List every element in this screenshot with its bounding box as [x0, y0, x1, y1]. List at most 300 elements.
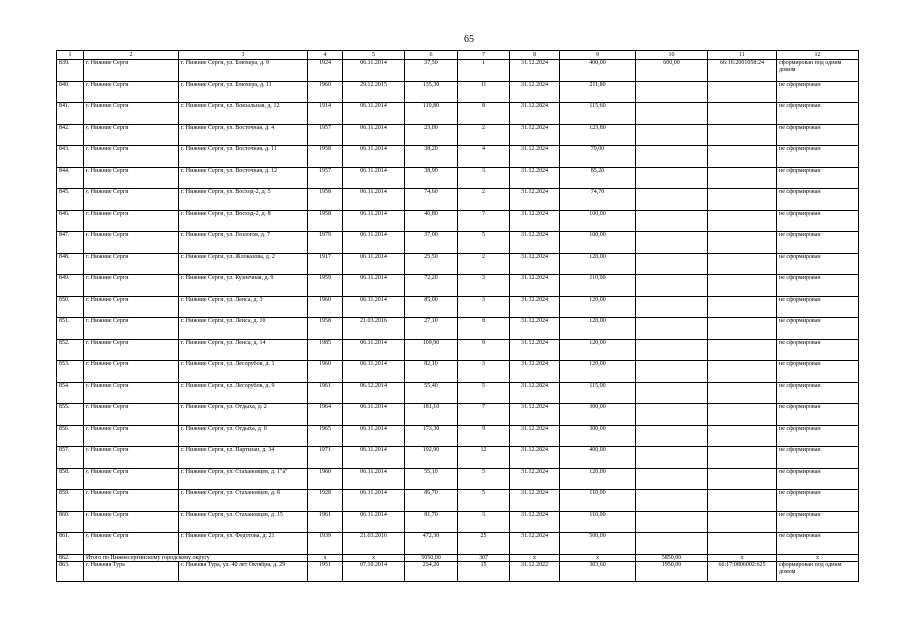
- date-cell: 06.12.2014: [343, 382, 405, 404]
- cadastral-cell: 66:17:0806002:625: [708, 561, 777, 581]
- residents-cell: 3: [458, 296, 510, 318]
- date-cell: 06.11.2014: [343, 232, 405, 254]
- value-cell-9: 100,00: [560, 232, 636, 254]
- residents-cell: 25: [458, 533, 510, 555]
- status-cell: не сформирован: [777, 425, 859, 447]
- year-cell: 1958: [308, 146, 343, 168]
- total-cell-5: х: [343, 554, 405, 561]
- table-row: [57, 447, 859, 469]
- deadline-cell: 31.12.2024: [510, 511, 560, 533]
- total-cell-6: 5050,00: [405, 554, 458, 561]
- date-cell: 06.11.2014: [343, 124, 405, 146]
- locality-cell: г. Нижние Серги: [84, 189, 179, 211]
- table-row: [57, 318, 859, 340]
- row-number: 850.: [57, 296, 84, 318]
- year-cell: 1960: [308, 81, 343, 103]
- column-number: 10: [636, 51, 708, 60]
- residents-cell: 1: [458, 60, 510, 82]
- address-cell: г. Нижние Серги, ул. Лесорубов, д. 9: [179, 382, 308, 404]
- area-cell: 38,90: [405, 167, 458, 189]
- row-number: 847.: [57, 232, 84, 254]
- deadline-cell: 31.12.2024: [510, 189, 560, 211]
- year-cell: 1928: [308, 490, 343, 512]
- area-cell: 109,90: [405, 339, 458, 361]
- row-number: 843.: [57, 146, 84, 168]
- area-cell: 37,50: [405, 60, 458, 82]
- row-number: 844.: [57, 167, 84, 189]
- cadastral-cell: [708, 511, 777, 533]
- table-row: [57, 533, 859, 555]
- year-cell: 1958: [308, 210, 343, 232]
- column-number: 2: [84, 51, 179, 60]
- total-cell-11: х: [708, 554, 777, 561]
- value-cell-10: [636, 425, 708, 447]
- year-cell: 1960: [308, 361, 343, 383]
- date-cell: 06.11.2014: [343, 275, 405, 297]
- page-number: 65: [464, 34, 474, 45]
- year-cell: 1958: [308, 189, 343, 211]
- area-cell: 81,70: [405, 511, 458, 533]
- value-cell-9: 300,00: [560, 425, 636, 447]
- address-cell: г. Нижние Серги, ул. Вокзальная, д. 12: [179, 103, 308, 125]
- value-cell-9: 211,80: [560, 81, 636, 103]
- locality-cell: г. Нижние Серги: [84, 404, 179, 426]
- deadline-cell: 31.12.2024: [510, 103, 560, 125]
- cadastral-cell: [708, 124, 777, 146]
- housing-registry-table: [56, 50, 859, 582]
- address-cell: г. Нижние Серги, ул. Геологов, д. 7: [179, 232, 308, 254]
- deadline-cell: 31.12.2024: [510, 210, 560, 232]
- cadastral-cell: [708, 275, 777, 297]
- cadastral-cell: [708, 296, 777, 318]
- locality-cell: г. Нижние Серги: [84, 124, 179, 146]
- value-cell-9: 400,00: [560, 447, 636, 469]
- area-cell: 234,20: [405, 561, 458, 581]
- deadline-cell: 31.12.2024: [510, 275, 560, 297]
- area-cell: 173,30: [405, 425, 458, 447]
- value-cell-10: [636, 490, 708, 512]
- year-cell: 1971: [308, 447, 343, 469]
- year-cell: 1924: [308, 60, 343, 82]
- table-row: [57, 146, 859, 168]
- area-cell: 72,20: [405, 275, 458, 297]
- table-row: [57, 404, 859, 426]
- locality-cell: г. Нижние Серги: [84, 253, 179, 275]
- column-number: 9: [560, 51, 636, 60]
- locality-cell: г. Нижние Серги: [84, 210, 179, 232]
- row-number: 845.: [57, 189, 84, 211]
- row-number: 856.: [57, 425, 84, 447]
- date-cell: 06.11.2014: [343, 511, 405, 533]
- area-cell: 192,90: [405, 447, 458, 469]
- table-row: [57, 468, 859, 490]
- locality-cell: г. Нижние Серги: [84, 382, 179, 404]
- row-number: 859.: [57, 490, 84, 512]
- area-cell: 135,30: [405, 81, 458, 103]
- area-cell: 74,60: [405, 189, 458, 211]
- deadline-cell: 31.12.2024: [510, 404, 560, 426]
- year-cell: 1951: [308, 561, 343, 581]
- cadastral-cell: [708, 232, 777, 254]
- residents-cell: 7: [458, 210, 510, 232]
- date-cell: 06.11.2014: [343, 146, 405, 168]
- row-number: 851.: [57, 318, 84, 340]
- row-number: 849.: [57, 275, 84, 297]
- value-cell-10: [636, 253, 708, 275]
- locality-cell: г. Нижние Серги: [84, 103, 179, 125]
- table-row: [57, 275, 859, 297]
- address-cell: г. Нижние Серги, ул. Жлоказова, д. 2: [179, 253, 308, 275]
- year-cell: 1961: [308, 511, 343, 533]
- residents-cell: 2: [458, 124, 510, 146]
- residents-cell: 12: [458, 447, 510, 469]
- value-cell-10: [636, 318, 708, 340]
- address-cell: г. Нижние Серги, ул. Партизан, д. 34: [179, 447, 308, 469]
- value-cell-10: [636, 189, 708, 211]
- cadastral-cell: [708, 318, 777, 340]
- value-cell-10: [636, 210, 708, 232]
- deadline-cell: 31.12.2024: [510, 232, 560, 254]
- value-cell-9: 500,00: [560, 533, 636, 555]
- residents-cell: 2: [458, 253, 510, 275]
- date-cell: 06.11.2014: [343, 60, 405, 82]
- address-cell: г. Нижние Серги, ул. Ленса, д. 3: [179, 296, 308, 318]
- year-cell: 1964: [308, 404, 343, 426]
- total-row: [57, 554, 859, 561]
- value-cell-10: [636, 296, 708, 318]
- date-cell: 06.11.2014: [343, 167, 405, 189]
- deadline-cell: 31.12.2024: [510, 339, 560, 361]
- total-cell-9: х: [560, 554, 636, 561]
- locality-cell: г. Нижние Серги: [84, 275, 179, 297]
- cadastral-cell: [708, 167, 777, 189]
- area-cell: 55,40: [405, 382, 458, 404]
- deadline-cell: 31.12.2024: [510, 533, 560, 555]
- status-cell: не сформирован: [777, 146, 859, 168]
- deadline-cell: 31.12.2024: [510, 296, 560, 318]
- status-cell: не сформирован: [777, 124, 859, 146]
- date-cell: 06.11.2014: [343, 189, 405, 211]
- address-cell: г. Нижние Серги, ул. Стахановцев, д. 15: [179, 511, 308, 533]
- row-number: 860.: [57, 511, 84, 533]
- column-number-row: [57, 51, 859, 60]
- value-cell-9: 120,00: [560, 468, 636, 490]
- date-cell: 06.11.2014: [343, 103, 405, 125]
- locality-cell: г. Нижние Серги: [84, 81, 179, 103]
- column-number: 1: [57, 51, 84, 60]
- value-cell-10: [636, 339, 708, 361]
- cadastral-cell: [708, 425, 777, 447]
- table-row: [57, 232, 859, 254]
- year-cell: 1960: [308, 468, 343, 490]
- cadastral-cell: [708, 468, 777, 490]
- column-number: 5: [343, 51, 405, 60]
- year-cell: 1957: [308, 124, 343, 146]
- value-cell-10: [636, 511, 708, 533]
- status-cell: не сформирован: [777, 189, 859, 211]
- deadline-cell: 31.12.2024: [510, 425, 560, 447]
- cadastral-cell: [708, 533, 777, 555]
- locality-cell: г. Нижние Серги: [84, 296, 179, 318]
- value-cell-9: 115,00: [560, 382, 636, 404]
- locality-cell: г. Нижняя Тура: [84, 561, 179, 581]
- area-cell: 38,20: [405, 146, 458, 168]
- column-number: 4: [308, 51, 343, 60]
- date-cell: 06.11.2014: [343, 253, 405, 275]
- date-cell: 06.11.2014: [343, 296, 405, 318]
- table-row: [57, 253, 859, 275]
- year-cell: 1957: [308, 167, 343, 189]
- cadastral-cell: 66:16:2001058:24: [708, 60, 777, 82]
- value-cell-9: 110,00: [560, 511, 636, 533]
- table-row: [57, 167, 859, 189]
- year-cell: 1960: [308, 296, 343, 318]
- address-cell: г. Нижние Серги, ул. Восточная, д. 4: [179, 124, 308, 146]
- area-cell: 46,80: [405, 210, 458, 232]
- value-cell-9: 120,00: [560, 361, 636, 383]
- deadline-cell: 31.12.2024: [510, 167, 560, 189]
- total-label: Итого по Нижнесергинскому городскому округу: [84, 554, 308, 561]
- area-cell: 86,70: [405, 490, 458, 512]
- address-cell: г. Нижние Серги, ул. Лесорубов, д. 1: [179, 361, 308, 383]
- status-cell: не сформирован: [777, 253, 859, 275]
- status-cell: не сформирован: [777, 361, 859, 383]
- deadline-cell: 31.12.2024: [510, 318, 560, 340]
- locality-cell: г. Нижние Серги: [84, 60, 179, 82]
- total-cell-12: х: [777, 554, 859, 561]
- residents-cell: 5: [458, 468, 510, 490]
- row-number: 852.: [57, 339, 84, 361]
- row-number: 858.: [57, 468, 84, 490]
- status-cell: не сформирован: [777, 167, 859, 189]
- residents-cell: 15: [458, 561, 510, 581]
- column-number: 3: [179, 51, 308, 60]
- cadastral-cell: [708, 103, 777, 125]
- address-cell: г. Нижние Серги, ул. Федотова, д. 21: [179, 533, 308, 555]
- residents-cell: 5: [458, 232, 510, 254]
- value-cell-9: 79,00: [560, 146, 636, 168]
- cadastral-cell: [708, 404, 777, 426]
- address-cell: г. Нижние Серги, ул. Восточная, д. 12: [179, 167, 308, 189]
- date-cell: 06.11.2014: [343, 404, 405, 426]
- table-row: [57, 425, 859, 447]
- row-number: 863.: [57, 561, 84, 581]
- value-cell-9: 400,00: [560, 60, 636, 82]
- address-cell: г. Нижние Серги, ул. Ленса, д. 10: [179, 318, 308, 340]
- row-number: 848.: [57, 253, 84, 275]
- residents-cell: 9: [458, 425, 510, 447]
- status-cell: не сформирован: [777, 404, 859, 426]
- column-number: 12: [777, 51, 859, 60]
- column-number: 11: [708, 51, 777, 60]
- deadline-cell: 31.12.2024: [510, 447, 560, 469]
- value-cell-9: 115,60: [560, 103, 636, 125]
- row-number: 846.: [57, 210, 84, 232]
- address-cell: г. Нижние Серги, ул. Кузнечная, д. 9: [179, 275, 308, 297]
- status-cell: не сформирован: [777, 447, 859, 469]
- deadline-cell: 31.12.2024: [510, 361, 560, 383]
- locality-cell: г. Нижние Серги: [84, 361, 179, 383]
- area-cell: 25,50: [405, 253, 458, 275]
- cadastral-cell: [708, 447, 777, 469]
- row-number: 855.: [57, 404, 84, 426]
- locality-cell: г. Нижние Серги: [84, 490, 179, 512]
- total-cell-7: 307: [458, 554, 510, 561]
- row-number: 854.: [57, 382, 84, 404]
- value-cell-9: 123,80: [560, 124, 636, 146]
- locality-cell: г. Нижние Серги: [84, 146, 179, 168]
- year-cell: 1979: [308, 232, 343, 254]
- residents-cell: 11: [458, 81, 510, 103]
- cadastral-cell: [708, 490, 777, 512]
- residents-cell: 5: [458, 490, 510, 512]
- deadline-cell: 31.12.2024: [510, 124, 560, 146]
- residents-cell: 7: [458, 404, 510, 426]
- area-cell: 27,10: [405, 318, 458, 340]
- address-cell: г. Нижние Серги, ул. Восход-2, д. 8: [179, 210, 308, 232]
- total-cell-4: х: [308, 554, 343, 561]
- date-cell: 21.03.2016: [343, 318, 405, 340]
- table-row: [57, 296, 859, 318]
- date-cell: 06.11.2014: [343, 210, 405, 232]
- row-number: 861.: [57, 533, 84, 555]
- address-cell: г. Нижние Серги, ул. Стахановцев, д. 1"а": [179, 468, 308, 490]
- cadastral-cell: [708, 210, 777, 232]
- status-cell: не сформирован: [777, 382, 859, 404]
- date-cell: 06.11.2014: [343, 447, 405, 469]
- status-cell: не сформирован: [777, 468, 859, 490]
- table-row: [57, 490, 859, 512]
- address-cell: г. Нижние Серги, ул. Восход-2, д. 5: [179, 189, 308, 211]
- total-cell-8: х: [510, 554, 560, 561]
- value-cell-10: [636, 404, 708, 426]
- total-cell-10: 5850,00: [636, 554, 708, 561]
- table-row: [57, 81, 859, 103]
- residents-cell: 8: [458, 318, 510, 340]
- cadastral-cell: [708, 382, 777, 404]
- cadastral-cell: [708, 81, 777, 103]
- value-cell-9: 120,00: [560, 296, 636, 318]
- status-cell: не сформирован: [777, 533, 859, 555]
- row-number: 842.: [57, 124, 84, 146]
- value-cell-10: 600,00: [636, 60, 708, 82]
- table-row: [57, 210, 859, 232]
- status-cell: не сформирован: [777, 275, 859, 297]
- year-cell: 1958: [308, 318, 343, 340]
- deadline-cell: 31.12.2022: [510, 561, 560, 581]
- value-cell-10: [636, 468, 708, 490]
- value-cell-9: 74,70: [560, 189, 636, 211]
- status-cell: сформирован под одним домом: [777, 561, 859, 581]
- column-number: 6: [405, 51, 458, 60]
- cadastral-cell: [708, 146, 777, 168]
- row-number: 862.: [57, 554, 84, 561]
- value-cell-10: [636, 167, 708, 189]
- status-cell: сформирован под одним домом: [777, 60, 859, 82]
- deadline-cell: 31.12.2024: [510, 490, 560, 512]
- value-cell-9: 120,00: [560, 339, 636, 361]
- area-cell: 472,30: [405, 533, 458, 555]
- table-row: [57, 103, 859, 125]
- residents-cell: 8: [458, 103, 510, 125]
- column-number: 7: [458, 51, 510, 60]
- row-number: 839.: [57, 60, 84, 82]
- year-cell: 1985: [308, 339, 343, 361]
- value-cell-10: [636, 232, 708, 254]
- residents-cell: 4: [458, 146, 510, 168]
- address-cell: г. Нижние Серги, ул. Блюхера, д. 9: [179, 60, 308, 82]
- value-cell-10: [636, 361, 708, 383]
- date-cell: 06.11.2014: [343, 361, 405, 383]
- date-cell: 06.11.2014: [343, 339, 405, 361]
- locality-cell: г. Нижние Серги: [84, 167, 179, 189]
- year-cell: 1917: [308, 253, 343, 275]
- status-cell: не сформирован: [777, 210, 859, 232]
- registry-body: [57, 51, 859, 582]
- residents-cell: 2: [458, 189, 510, 211]
- deadline-cell: 31.12.2024: [510, 468, 560, 490]
- row-number: 840.: [57, 81, 84, 103]
- address-cell: г. Нижние Серги, ул. Отдыха, д. 6: [179, 425, 308, 447]
- status-cell: не сформирован: [777, 490, 859, 512]
- value-cell-10: [636, 146, 708, 168]
- cadastral-cell: [708, 253, 777, 275]
- area-cell: 37,00: [405, 232, 458, 254]
- locality-cell: г. Нижние Серги: [84, 447, 179, 469]
- table-row: [57, 511, 859, 533]
- year-cell: 1939: [308, 533, 343, 555]
- address-cell: г. Нижние Серги, ул. Восточная, д. 11: [179, 146, 308, 168]
- table-row: [57, 339, 859, 361]
- area-cell: 23,00: [405, 124, 458, 146]
- value-cell-9: 110,00: [560, 275, 636, 297]
- deadline-cell: 31.12.2024: [510, 146, 560, 168]
- year-cell: 1961: [308, 382, 343, 404]
- address-cell: г. Нижние Серги, ул. Отдыха, д. 2: [179, 404, 308, 426]
- address-cell: г. Нижняя Тура, ул. 40 лет Октября, д. 29: [179, 561, 308, 581]
- row-number: 853.: [57, 361, 84, 383]
- table-row: [57, 124, 859, 146]
- year-cell: 1959: [308, 275, 343, 297]
- status-cell: не сформирован: [777, 103, 859, 125]
- locality-cell: г. Нижние Серги: [84, 232, 179, 254]
- deadline-cell: 31.12.2024: [510, 382, 560, 404]
- date-cell: 29.12.2015: [343, 81, 405, 103]
- table-row: [57, 382, 859, 404]
- address-cell: г. Нижние Серги, ул. Ленса, д. 14: [179, 339, 308, 361]
- residents-cell: 3: [458, 361, 510, 383]
- deadline-cell: 31.12.2024: [510, 253, 560, 275]
- value-cell-9: 85,20: [560, 167, 636, 189]
- address-cell: г. Нижние Серги, ул. Стахановцев, д. 8: [179, 490, 308, 512]
- value-cell-10: [636, 382, 708, 404]
- area-cell: 110,80: [405, 103, 458, 125]
- area-cell: 55,10: [405, 468, 458, 490]
- status-cell: не сформирован: [777, 339, 859, 361]
- residents-cell: 9: [458, 339, 510, 361]
- address-cell: г. Нижние Серги, ул. Блюхера, д. 11: [179, 81, 308, 103]
- status-cell: не сформирован: [777, 511, 859, 533]
- area-cell: 181,10: [405, 404, 458, 426]
- year-cell: 1965: [308, 425, 343, 447]
- table-row: [57, 561, 859, 581]
- date-cell: 06.11.2014: [343, 490, 405, 512]
- table-row: [57, 60, 859, 82]
- residents-cell: 3: [458, 511, 510, 533]
- value-cell-9: 120,00: [560, 318, 636, 340]
- date-cell: 07.10.2014: [343, 561, 405, 581]
- value-cell-10: [636, 81, 708, 103]
